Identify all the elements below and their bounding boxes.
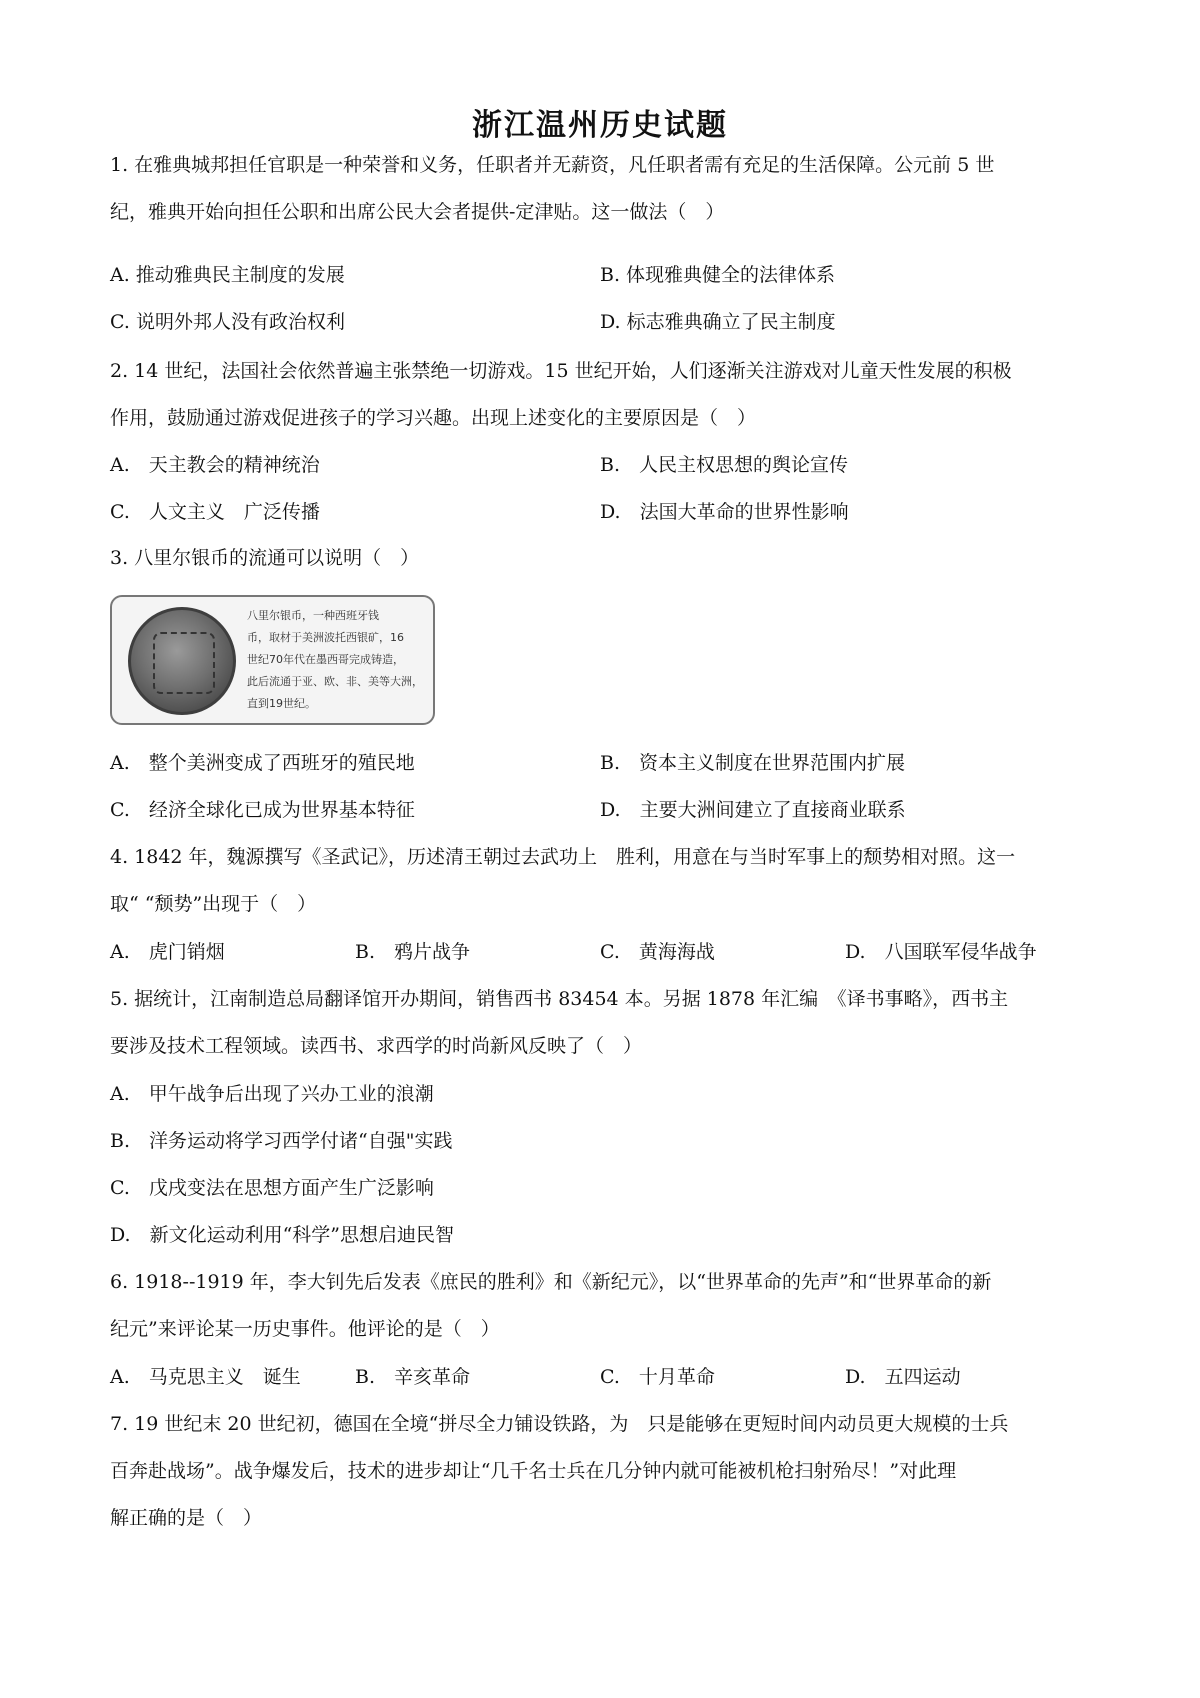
question-2-option-b: B. 人民主权思想的舆论宣传	[600, 454, 849, 476]
question-1-option-a: A. 推动雅典民主制度的发展	[110, 264, 345, 286]
question-3-option-a: A. 整个美洲变成了西班牙的殖民地	[110, 752, 415, 774]
question-1-stem	[110, 142, 1095, 236]
question-2-option-d: D. 法国大革命的世界性影响	[600, 501, 849, 523]
coin-caption-line-1: 八里尔银币，一种西班牙钱	[247, 609, 379, 622]
question-4-option-c: C. 黄海海战	[600, 941, 715, 963]
question-6-option-b: B. 辛亥革命	[355, 1366, 471, 1388]
question-1-option-b: B. 体现雅典健全的法律体系	[600, 264, 836, 286]
question-7-line-1: 7. 19 世纪末 20 世纪初，德国在全境“拼尽全力铺设铁路，为 只是能够在更短时间内动员更大规模的士兵	[110, 1413, 1009, 1435]
question-6-option-c: C. 十月革命	[600, 1366, 715, 1388]
coin-caption-line-2: 币，取材于美洲波托西银矿，16	[247, 631, 404, 644]
question-4-stem	[110, 834, 1095, 928]
coin-caption	[247, 605, 427, 715]
question-6-option-a: A. 马克思主义 诞生	[110, 1366, 301, 1388]
question-5-line-1: 5. 据统计，江南制造总局翻译馆开办期间，销售西书 83454 本。另据 1878 年汇编 《译书事略》，西书主	[110, 988, 1009, 1010]
question-1-line-1: 1. 在雅典城邦担任官职是一种荣誉和义务，任职者并无薪资，凡任职者需有充足的生活保障。公元前 5 世	[110, 154, 995, 176]
coin-caption-line-4: 此后流通于亚、欧、非、美等大洲，	[247, 675, 423, 688]
question-5-stem	[110, 976, 1095, 1070]
question-5-option-a: A. 甲午战争后出现了兴办工业的浪潮	[110, 1083, 434, 1105]
question-6-option-d: D. 五四运动	[845, 1366, 961, 1388]
question-5-option-c: C. 戊戌变法在思想方面产生广泛影响	[110, 1177, 434, 1199]
coin-caption-line-3: 世纪70年代在墨西哥完成铸造，	[247, 653, 404, 666]
question-6-line-1: 6. 1918--1919 年，李大钊先后发表《庶民的胜利》和《新纪元》，以“世界革命的先声”和“世界革命的新	[110, 1271, 992, 1293]
question-3-stem	[110, 535, 1095, 582]
question-6-line-2: 纪元”来评论某一历史事件。他评论的是（ ）	[110, 1318, 500, 1340]
coin-illustration	[110, 595, 435, 725]
question-4-line-2: 取“ “颓势”出现于（ ）	[110, 893, 317, 915]
question-7-stem	[110, 1401, 1095, 1542]
question-2-option-a: A. 天主教会的精神统治	[110, 454, 320, 476]
question-1-option-d: D. 标志雅典确立了民主制度	[600, 311, 836, 333]
page-title: 浙江温州历史试题	[472, 108, 728, 143]
question-3-option-c: C. 经济全球化已成为世界基本特征	[110, 799, 415, 821]
question-3-option-b: B. 资本主义制度在世界范围内扩展	[600, 752, 906, 774]
coin-caption-line-5: 直到19世纪。	[247, 697, 316, 710]
question-4-option-a: A. 虎门销烟	[110, 941, 225, 963]
question-7-line-3: 解正确的是（ ）	[110, 1507, 263, 1529]
question-4-option-b: B. 鸦片战争	[355, 941, 471, 963]
question-2-line-1: 2. 14 世纪，法国社会依然普遍主张禁绝一切游戏。15 世纪开始，人们逐渐关注游戏对儿童天性发展的积极	[110, 360, 1012, 382]
question-2-option-c: C. 人文主义 广泛传播	[110, 501, 320, 523]
question-1-option-c: C. 说明外邦人没有政治权利	[110, 311, 345, 333]
coin-crest	[153, 632, 215, 694]
silver-coin-image	[128, 607, 236, 715]
question-1-line-2: 纪，雅典开始向担任公职和出席公民大会者提供-定津贴。这一做法（ ）	[110, 201, 725, 223]
question-2-stem	[110, 348, 1095, 442]
question-3-line-1: 3. 八里尔银币的流通可以说明（ ）	[110, 547, 420, 569]
question-2-line-2: 作用，鼓励通过游戏促进孩子的学习兴趣。出现上述变化的主要原因是（ ）	[110, 407, 757, 429]
question-4-line-1: 4. 1842 年，魏源撰写《圣武记》，历述清王朝过去武功上 胜利，用意在与当时军事上的颓势相对照。这一	[110, 846, 1016, 868]
question-7-line-2: 百奔赴战场”。战争爆发后，技术的进步却让“几千名士兵在几分钟内就可能被机枪扫射殆尽！”对此理	[110, 1460, 957, 1482]
question-5-line-2: 要涉及技术工程领域。读西书、求西学的时尚新风反映了（ ）	[110, 1035, 643, 1057]
question-6-stem	[110, 1259, 1095, 1353]
question-5-option-d: D. 新文化运动利用“科学”思想启迪民智	[110, 1224, 455, 1246]
question-3-option-d: D. 主要大洲间建立了直接商业联系	[600, 799, 906, 821]
question-4-option-d: D. 八国联军侵华战争	[845, 941, 1037, 963]
question-5-option-b: B. 洋务运动将学习西学付诸“自强"实践	[110, 1130, 453, 1152]
